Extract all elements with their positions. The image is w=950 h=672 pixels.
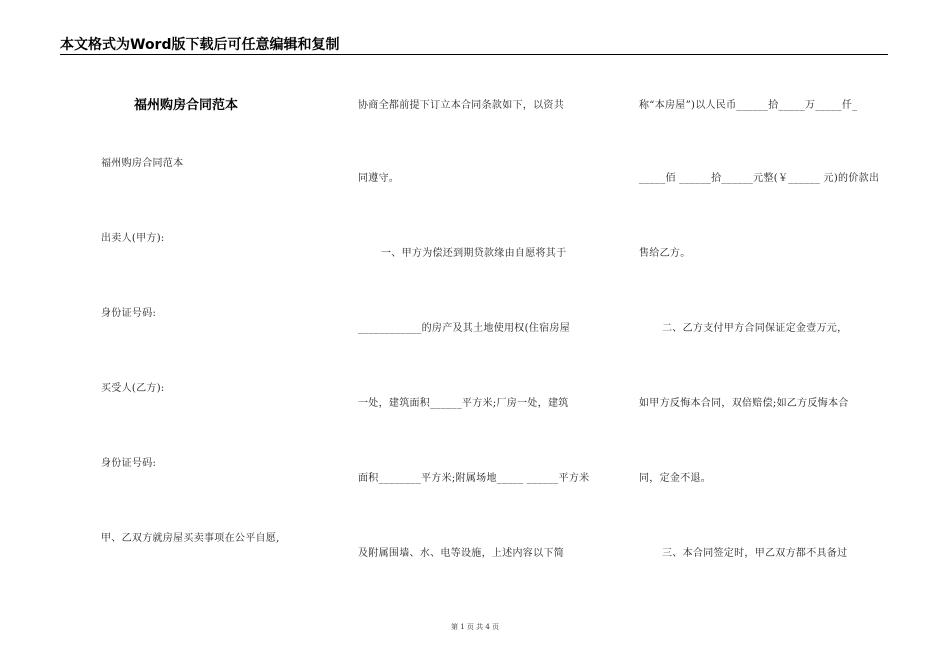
text-line: 一、甲方为偿还到期贷款缘由自愿将其于: [381, 248, 567, 259]
document-title: 福州购房合同范本: [134, 98, 239, 113]
text-line: 三、本合同签定时，甲乙双方都不具备过: [662, 548, 848, 559]
text-line: 福州购房合同范本: [101, 158, 184, 169]
header-divider: [60, 54, 888, 55]
text-line: 买受人(乙方):: [101, 383, 165, 394]
text-line: 身份证号码:: [101, 458, 157, 469]
text-line: 及附属围墙、水、电等设施，上述内容以下简: [358, 548, 564, 559]
text-line: 二、乙方支付甲方合同保证定金壹万元，: [662, 323, 848, 334]
text-line: 出卖人(甲方):: [101, 233, 165, 244]
text-line: 同遵守。: [358, 173, 400, 184]
text-line: 一处，建筑面积______平方米;厂房一处，建筑: [358, 398, 569, 409]
text-line: _____佰 ______拾______元整(￥______ 元)的价款出: [639, 173, 880, 184]
text-line: 同，定金不退。: [639, 473, 712, 484]
text-line: 身份证号码:: [101, 308, 157, 319]
text-line: ____________的房产及其土地使用权(住宿房屋: [358, 323, 571, 334]
document-header: 本文格式为Word版下载后可任意编辑和复制: [60, 37, 340, 53]
text-line: 面积________平方米;附属场地_____ ______平方米: [358, 473, 590, 484]
text-line: 协商全都前提下订立本合同条款如下，以资共: [358, 100, 564, 111]
page-number: 第 1 页 共 4 页: [450, 623, 500, 631]
text-line: 称“本房屋”)以人民币______拾_____万_____仟_: [639, 100, 858, 111]
text-line: 甲、乙双方就房屋买卖事项在公平自愿,: [101, 533, 280, 544]
text-line: 如甲方反悔本合同，双倍赔偿;如乙方反悔本合: [639, 398, 849, 409]
text-line: 售给乙方。: [639, 248, 691, 259]
